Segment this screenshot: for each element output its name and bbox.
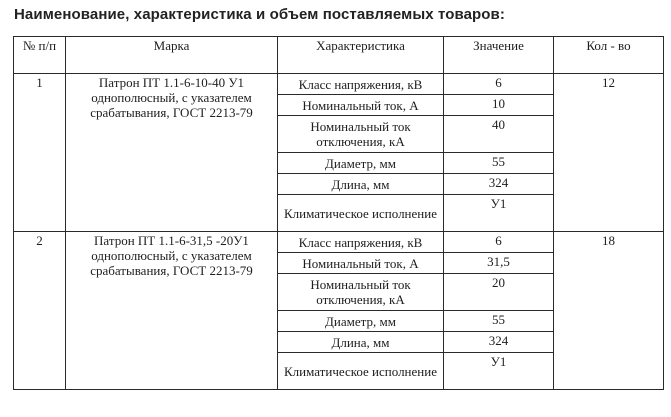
spec-value: 324 — [444, 174, 554, 195]
column-header-qty: Кол - во — [554, 37, 664, 74]
spec-value: 10 — [444, 95, 554, 116]
spec-value: 40 — [444, 116, 554, 153]
spec-value: У1 — [444, 195, 554, 232]
spec-value: 6 — [444, 232, 554, 253]
item-brand: Патрон ПТ 1.1-6-31,5 -20У1 однополюсный, с указателем срабатывания, ГОСТ 2213-79 — [66, 232, 278, 390]
spec-attribute: Класс напряжения, кВ — [278, 74, 444, 95]
spec-attribute: Класс напряжения, кВ — [278, 232, 444, 253]
goods-table — [13, 36, 664, 390]
spec-attribute: Климатическое исполнение — [278, 353, 444, 390]
spec-attribute: Климатическое исполнение — [278, 195, 444, 232]
column-header-num: № п/п — [14, 37, 66, 74]
spec-value: 324 — [444, 332, 554, 353]
item-quantity: 12 — [554, 74, 664, 232]
column-header-attribute: Характеристика — [278, 37, 444, 74]
spec-value: 55 — [444, 153, 554, 174]
spec-attribute: Длина, мм — [278, 174, 444, 195]
spec-value: У1 — [444, 353, 554, 390]
spec-attribute: Длина, мм — [278, 332, 444, 353]
item-number: 1 — [14, 74, 66, 232]
page-title: Наименование, характеристика и объем поставляемых товаров: — [14, 6, 505, 23]
table-header-row — [14, 37, 664, 74]
spec-value: 6 — [444, 74, 554, 95]
spec-attribute: Диаметр, мм — [278, 153, 444, 174]
spec-attribute: Номинальный ток отключения, кА — [278, 116, 444, 153]
table-row — [14, 232, 664, 253]
spec-attribute: Номинальный ток отключения, кА — [278, 274, 444, 311]
item-quantity: 18 — [554, 232, 664, 390]
column-header-value: Значение — [444, 37, 554, 74]
spec-value: 55 — [444, 311, 554, 332]
table-row — [14, 74, 664, 95]
item-brand: Патрон ПТ 1.1-6-10-40 У1 однополюсный, с указателем срабатывания, ГОСТ 2213-79 — [66, 74, 278, 232]
spec-value: 31,5 — [444, 253, 554, 274]
spec-attribute: Диаметр, мм — [278, 311, 444, 332]
spec-value: 20 — [444, 274, 554, 311]
item-number: 2 — [14, 232, 66, 390]
column-header-brand: Марка — [66, 37, 278, 74]
spec-attribute: Номинальный ток, А — [278, 95, 444, 116]
spec-attribute: Номинальный ток, А — [278, 253, 444, 274]
